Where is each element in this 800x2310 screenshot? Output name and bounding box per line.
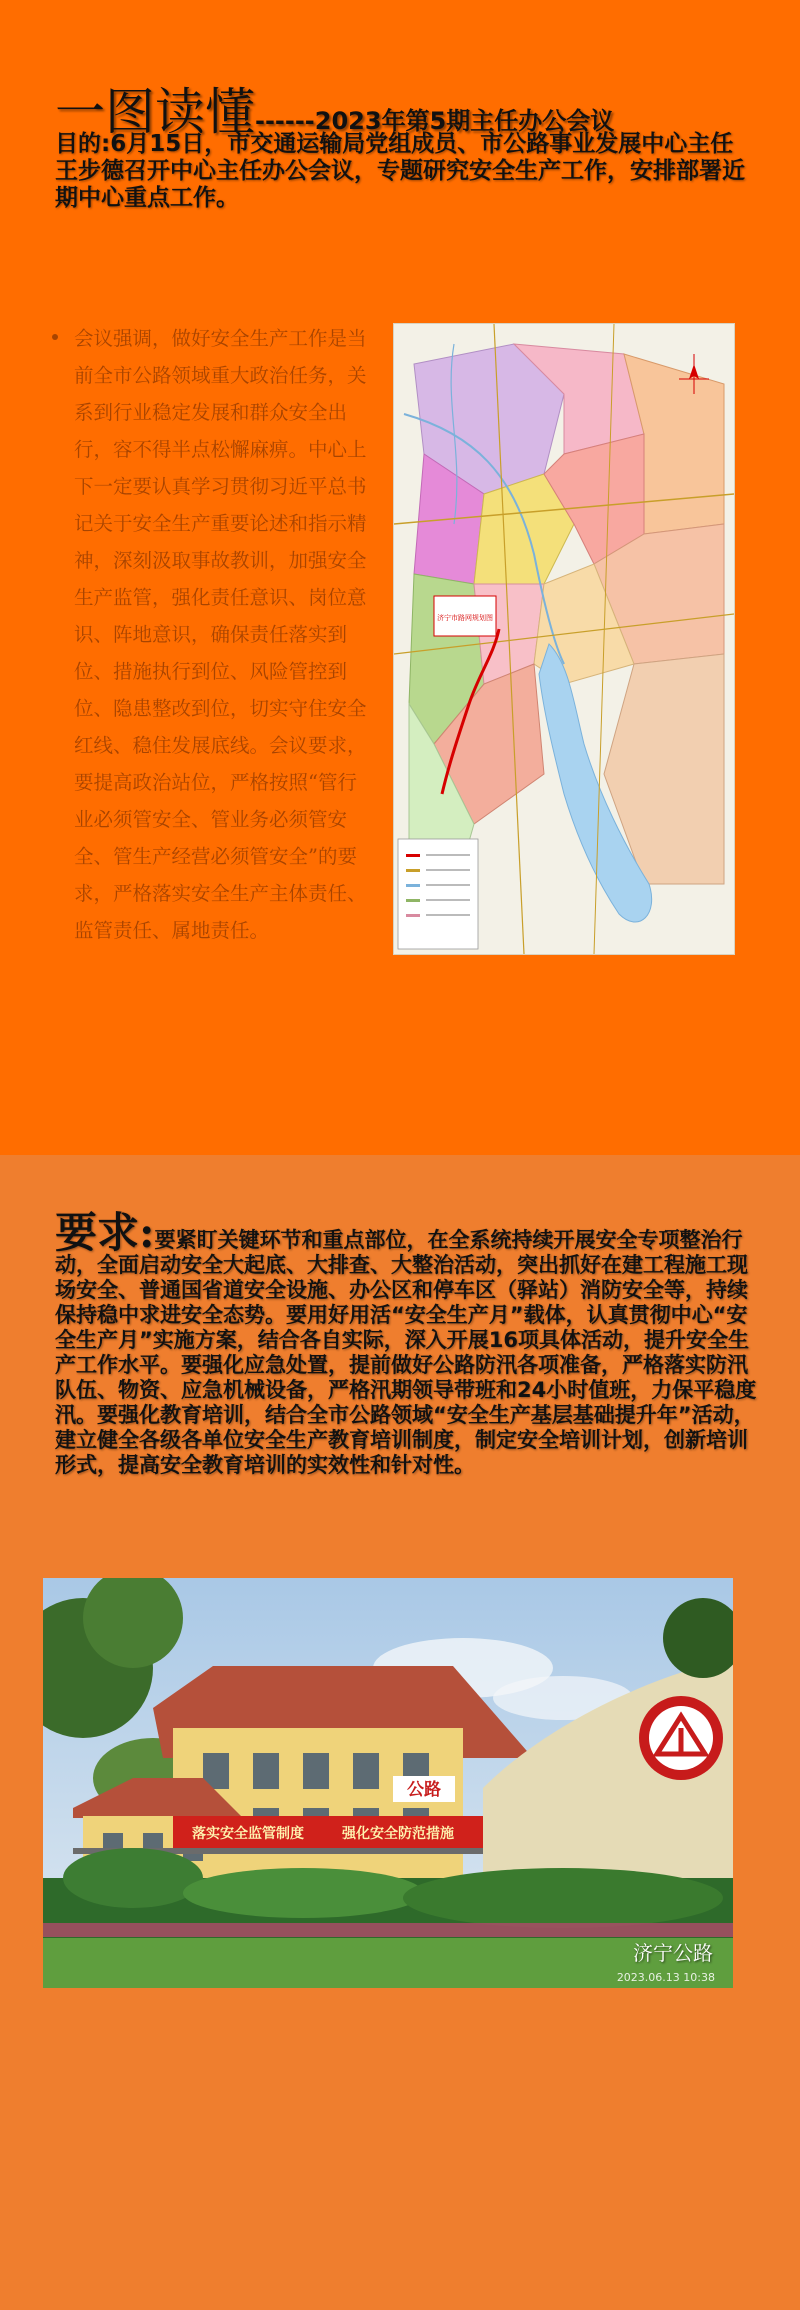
title-main: 一图读懂 [55, 83, 255, 141]
map-illustration [394, 324, 734, 954]
requirements-heading: 要求: [55, 1208, 155, 1257]
photo-illustration [43, 1578, 733, 1988]
banner-right-text: 强化安全防范措施 [342, 1826, 454, 1842]
banner-left-text: 落实安全监管制度 [192, 1826, 304, 1842]
bullet-item: 会议强调，做好安全生产工作是当前全市公路领域重大政治任务，关系到行业稳定发展和群众安全出行，容不得半点松懈麻痹。中心上下一定要认真学习贯彻习近平总书记关于安全生产重要论述和指示精神，深刻汲取事故教训，加强安全生产监管，强化责任意识、岗位意识、阵地意识，确保责任落实到位、措施执行到位、风险管控到位、隐患整改到位，切实守住安全红线、稳住发展底线。会议要求，要提高政治站位，严格按照“管行业必须管安全、管业务必须管安全、管生产经营必须管安全”的要求，严格落实安全生产主体责任、监管责任、属地责任。 [74, 327, 367, 942]
watermark-date: 2023.06.13 10:38 [616, 1971, 715, 1984]
watermark-text: 济宁公路 [633, 1941, 713, 1965]
bullet-dot-icon [52, 334, 58, 340]
map-label: 济宁市路网规划图 [437, 614, 493, 622]
intro-paragraph: 目的:6月15日，市交通运输局党组成员、市公路事业发展中心主任王步德召开中心主任办公会议，专题研究安全生产工作，安排部署近期中心重点工作。 [55, 131, 745, 211]
road-map-image [393, 323, 735, 955]
bullet-list [48, 320, 373, 949]
requirements-block [55, 1208, 765, 1478]
requirements-text: 要紧盯关键环节和重点部位，在全系统持续开展安全专项整治行动，全面启动安全大起底、大排查、大整治活动，突出抓好在建工程施工现场安全、普通国省道安全设施、办公区和停车区（驿站）消防安全等，持续保持稳中求进安全态势。要用好用活“安全生产月”载体，认真贯彻中心“安全生产月”实施方案，结合各自实际，深入开展16项具体活动，提升安全生产工作水平。要强化应急处置，提前做好公路防汛各项准备，严格落实防汛队伍、物资、应急机械设备，严格汛期领导带班和24小时值班，力保平稳度汛。要强化教育培训，结合全市公路领域“安全生产基层基础提升年”活动，建立健全各级各单位安全生产教育培训制度，制定安全培训计划，创新培训形式，提高安全教育培训的实效性和针对性。 [55, 1228, 757, 1477]
building-sign: 公路 [407, 1780, 441, 1800]
building-photo [43, 1578, 733, 1988]
title-subtitle: ------2023年第5期主任办公会议 [255, 107, 615, 135]
